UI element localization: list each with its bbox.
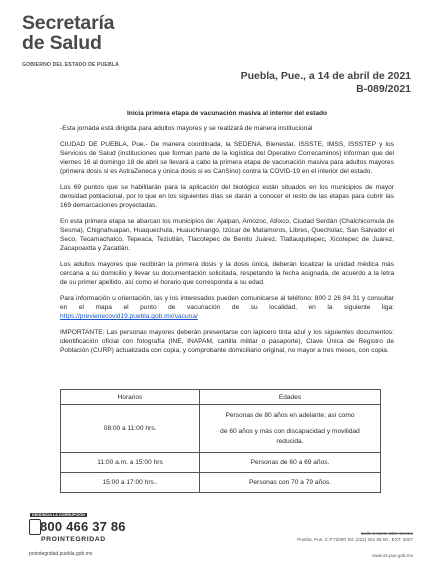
footer-brand: PROINTEGRIDAD bbox=[41, 536, 106, 543]
paragraph-5 bbox=[60, 294, 394, 321]
table-cell-ages-line1: Personas de 80 años en adelante; así como bbox=[225, 411, 355, 419]
table-cell-ages: Personas de 60 a 69 años. bbox=[200, 453, 381, 473]
document-body bbox=[60, 109, 394, 362]
paragraph-3: En esta primera etapa se abarcan los municipios de: Ajalpan, Amozoc, Atlixco, Ciudad Serdán (Chalchicomula de Sesma), Chignahuapan, Huaquechula, Huauchinango, Izúcar de Matamoros, Libres, Quecholac, San Salvador el Seco, Tecamachalco, Tepeaca, Teziutlán, Tlacotepec de Benito Juárez, Tlatlauquitepec, Xicotepec de Juárez, Zacapoaxtla y Zacatlán. bbox=[60, 218, 394, 252]
paragraph-intro: -Esta jornada está dirigida para adultos mayores y se realizará de manera institucional bbox=[60, 125, 313, 132]
footer-address-line2: Puebla, Pue. C.P.72000 Tel. (222) 551 06 00 , EXT. 3007 bbox=[297, 537, 413, 542]
logo-line2: de Salud bbox=[22, 32, 102, 54]
table-cell-hours: 08:00 a 11:00 hrs. bbox=[61, 405, 200, 453]
paragraph-5-text: Para información u orientación, las y los interesados pueden comunicarse al teléfono: 800 2 26 84 31 y consultar en el mapa el punto de vacunación de su localidad, en la siguiente liga: bbox=[60, 295, 394, 311]
footer-address-line1: Calle 6 Norte 603, Centro bbox=[360, 531, 413, 536]
footer-website: www.ss.pue.gob.mx bbox=[372, 553, 413, 558]
table-row bbox=[61, 405, 381, 453]
paragraph-1: CIUDAD DE PUEBLA, Pue.- De manera coordinada, la SEDENA, Bienestar, ISSSTE, IMSS, ISSSTEP y los Servicios de Salud (instituciones que forman parte de la logística del Operativo Correcaminos) informan que del viernes 16 al domingo 18 de abril se llevará a cabo la primera etapa de vacunación masiva para adultos mayores (primera dosis si es AstraZeneca y única dosis si es CanSino) contra la COVID-19 en el interior del estado. bbox=[60, 141, 394, 175]
logo-subtitle: GOBIERNO DEL ESTADO DE PUEBLA bbox=[22, 62, 119, 68]
vaccine-map-link[interactable]: https://previenecovid19.puebla.gob.mx/vacuna/ bbox=[60, 313, 198, 320]
table-header-edades: Edades bbox=[200, 390, 381, 405]
table-cell-hours: 11:00 a.m. a 15:00 hrs bbox=[61, 453, 200, 473]
table-row bbox=[61, 473, 381, 493]
footer-tagline: DENUNCIA LA CORRUPCIÓN bbox=[32, 513, 85, 517]
document-title: Inicia primera etapa de vacunación masiva al interior del estado bbox=[126, 110, 328, 117]
table-cell-ages: Personas con 70 a 79 años. bbox=[200, 473, 381, 493]
logo-line1: Secretaría bbox=[22, 12, 115, 34]
table-header-horarios: Horarios bbox=[61, 390, 200, 405]
table-cell-hours: 15:00 a 17:00 hrs.. bbox=[61, 473, 200, 493]
paragraph-2: Los 69 puntos que se habilitarán para la aplicación del biológico están situados en los municipios de mayor densidad poblacional, por lo que en los siguientes días se darán a conocer el resto de las etapas para cubrir las 169 demarcaciones proyectadas. bbox=[60, 184, 394, 209]
paragraph-4: Los adultos mayores que recibirán la primera dosis y la dosis única, deberán localizar la unidad médica más cercana a su domicilio y llevar su documentación solicitada, respetando la fecha asignada, de acuerdo a la letra de su primer apellido, así como el horario que corresponda a su edad. bbox=[60, 261, 394, 286]
footer-phone: 800 466 37 86 bbox=[40, 519, 126, 534]
document-code: B-089/2021 bbox=[356, 83, 411, 95]
table-cell-ages-line2: de 60 años y más con discapacidad y movilidad reducida. bbox=[220, 427, 360, 445]
table-header-row bbox=[61, 390, 381, 405]
document-date: Puebla, Pue., a 14 de abril de 2021 bbox=[240, 70, 411, 82]
table-row bbox=[61, 453, 381, 473]
table-cell-ages bbox=[200, 405, 381, 453]
footer-url: prointegridad.puebla.gob.mx bbox=[29, 551, 93, 557]
paragraph-important: IMPORTANTE: Las personas mayores deberán presentarse con lapicero tinta azul y los siguientes documentos: identificación oficial con fotografía (INE, INAPAM, cartilla militar o pasaporte), Clave Única de Registro de Población (CURP) actualizada con copia, y comprobante domiciliario original, no mayor a tres meses, con copia. bbox=[60, 329, 394, 354]
logo-title bbox=[22, 13, 114, 53]
schedule-table bbox=[60, 389, 381, 493]
